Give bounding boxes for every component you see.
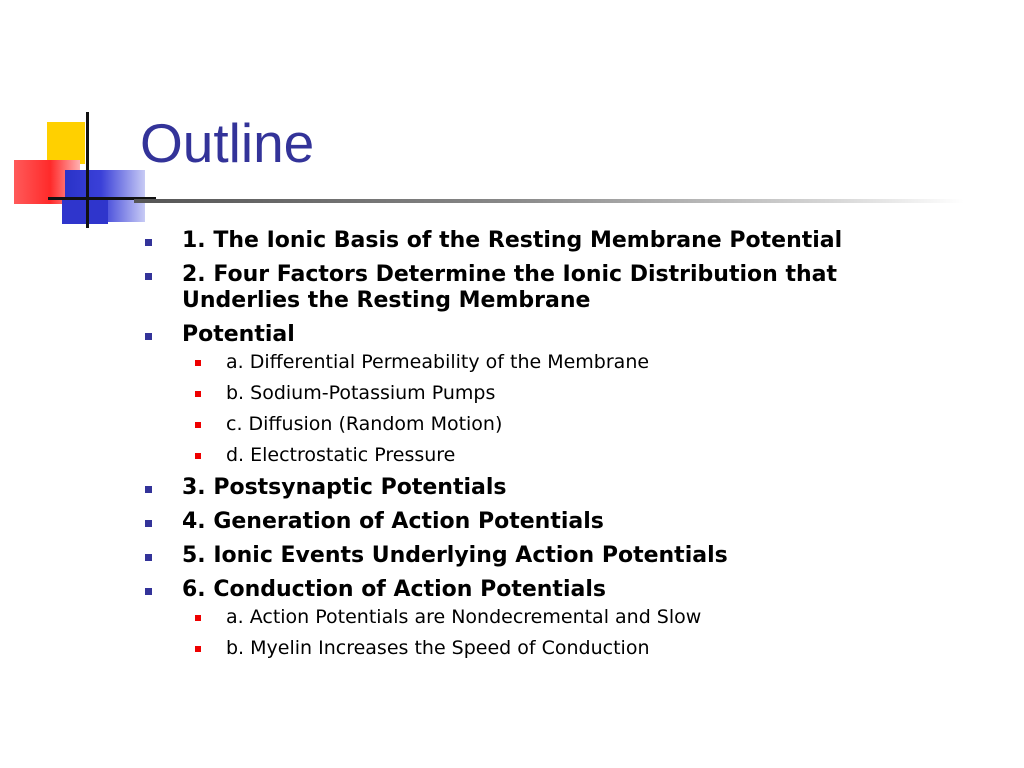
square-bullet-icon (145, 486, 152, 493)
logo-blue-lower-square (62, 200, 108, 224)
slide-title: Outline (140, 112, 315, 174)
outline-item-text: 2. Four Factors Determine the Ionic Distribution that Underlies the Resting Membrane (182, 262, 837, 313)
outline-item-text: Potential (182, 322, 295, 347)
outline-item (140, 475, 960, 501)
outline-subitem-text: a. Action Potentials are Nondecremental and Slow (226, 606, 702, 628)
outline-subitem (140, 381, 960, 405)
square-bullet-icon (195, 360, 201, 366)
square-bullet-icon (195, 646, 201, 652)
sub-list (140, 605, 960, 660)
outline-subitem-text: b. Sodium-Potassium Pumps (226, 382, 496, 404)
logo-vertical-line (86, 112, 89, 228)
title-divider (134, 199, 964, 203)
square-bullet-icon (145, 588, 152, 595)
sub-list (140, 350, 960, 467)
outline-item (140, 262, 960, 314)
outline-item (140, 509, 960, 535)
outline-subitem (140, 443, 960, 467)
square-bullet-icon (195, 422, 201, 428)
square-bullet-icon (145, 520, 152, 527)
outline-item (140, 228, 960, 254)
outline-subitem-text: c. Diffusion (Random Motion) (226, 413, 503, 435)
square-bullet-icon (195, 615, 201, 621)
outline-item (140, 577, 960, 603)
square-bullet-icon (145, 239, 152, 246)
outline-subitems (140, 350, 960, 467)
outline-item-text: 6. Conduction of Action Potentials (182, 577, 606, 602)
square-bullet-icon (195, 453, 201, 459)
outline-subitem-text: b. Myelin Increases the Speed of Conduction (226, 637, 650, 659)
outline-subitem (140, 605, 960, 629)
outline-item (140, 322, 960, 348)
outline-subitem (140, 636, 960, 660)
outline-subitem (140, 412, 960, 436)
outline-item-text: 5. Ionic Events Underlying Action Potentials (182, 543, 728, 568)
outline-list (140, 228, 960, 668)
outline-subitem-text: d. Electrostatic Pressure (226, 444, 456, 466)
square-bullet-icon (145, 333, 152, 340)
outline-subitem (140, 350, 960, 374)
square-bullet-icon (195, 391, 201, 397)
square-bullet-icon (145, 273, 152, 280)
outline-subitems (140, 605, 960, 660)
square-bullet-icon (145, 554, 152, 561)
outline-item-text: 3. Postsynaptic Potentials (182, 475, 507, 500)
outline-item (140, 543, 960, 569)
outline-subitem-text: a. Differential Permeability of the Membrane (226, 351, 650, 373)
logo-yellow-square (47, 122, 85, 164)
outline-item-text: 4. Generation of Action Potentials (182, 509, 604, 534)
decorative-logo (0, 0, 150, 240)
outline-item-text: 1. The Ionic Basis of the Resting Membrane Potential (182, 228, 843, 253)
